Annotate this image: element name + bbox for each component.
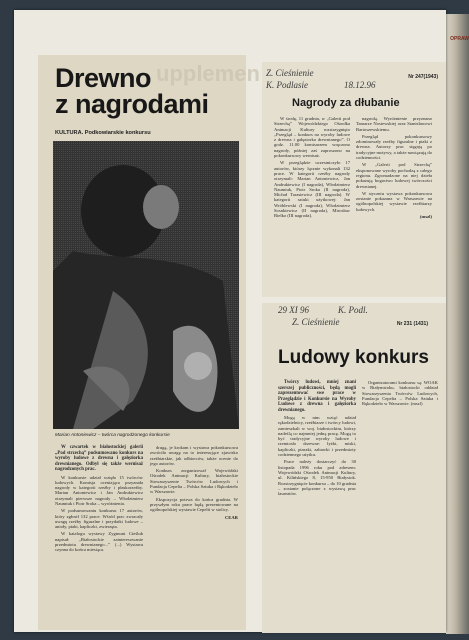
headline-line-2: z nagrodami — [55, 89, 209, 119]
column-2 — [356, 116, 432, 221]
column-1 — [278, 380, 356, 498]
ghost-print-text: upplemen — [156, 61, 260, 86]
signature: (mszl) — [420, 214, 432, 220]
paragraph: W katalogu wystawy Zygmunt Cieśluk napisał: „Białostockie zainteresowanie przedmiotu drewnianego...” (...) Wystawa czynna do końca miesiąca. — [55, 531, 143, 553]
paragraph: nagrodą. Wyróżnienie przyznano Tamarze Nosiewskiej oraz Stanisławowi Bartoszewskiemu. — [356, 116, 432, 132]
clipping-drewno-z-nagrodami — [38, 55, 260, 630]
binder-edge — [446, 14, 469, 634]
paragraph: Mogą w nim wziąć udział rękodzielnicy, rzeźbiarze i twórcy ludowi, zamieszkali w woj. białostockim, którzy nadeślą co najmniej jedną pracę. Mogą to być tradycyjne wyroby ludowe i rzemiosło drzewne: łyżki, miski, kapliczki, ptaszki, zabawki i przedmioty codziennego użytku. — [278, 415, 356, 458]
signature: CEAR — [224, 514, 238, 520]
article-photo — [53, 141, 239, 429]
handwritten-region: K. Podlasie — [266, 80, 308, 90]
paragraph: Prace należy dostarczyć do 30 listopada 1996 roku pod adresem: Wojewódzki Ośrodek Animacji Kultury, ul. Kilińskiego 8, 15-950 Białystok. Rozstrzygnięcie konkursu – do 10 grudnia – zostanie połączone z wystawą prac laureatów. — [278, 459, 356, 497]
issue-number: Nr 247(1943) — [408, 74, 438, 80]
paragraph: W podsumowaniu konkursu 17 autorów, który zgłosił 132 prace. Wśród prac zwracały uwagę rzeźby figuralne i przydatki ludowe – anioły, ptaki, kapliczki, zwierzęta. — [55, 508, 143, 530]
paragraph: drugą, je krokam i wystawa pokonkursowa zwróciła uwagę na to interesujące zjawisko rzeźbiarskie, jak odbiorców, także ocenie do jego autorów. — [150, 445, 238, 466]
paragraph: W konkursie udział wzięło 15 twórców ludowych. Komisja oceniająca przyznała nagrody w kategorii rzeźby i płaskorzeźby. Marian Antoniewicz i Jan Andrukiewicz otrzymali pierwsze nagrody – Włodzimierz Naumiuk i Piotr Sroka – wyróżnienia. — [55, 474, 143, 506]
column-2 — [150, 445, 238, 522]
clipping-nagrody-za-dlubanie — [262, 62, 446, 297]
paragraph: W środę, 11 grudnia, w „Galerii pod Strzechą” Wojewódzkiego Ośrodka Animacji Kultury rozstrzygnięto „Przegląd – konkurs na wyroby ludowe z drewna i gałęziorka drewnianego”. O godz. 11.00 komisarzem wręczono nagrody, później zaś zaproszono na pokonkursowy wernisaż. — [274, 116, 350, 159]
lead-paragraph: W czwartek w białostockiej galerii „Pod strzechą” podsumowano konkurs na wyroby ludowe z drewna i gałęziorka drewnianego. Odbył się także wernisaż nagrodzonych prac. — [55, 445, 143, 472]
headline-line-1: Drewno — [55, 63, 152, 93]
handwritten-region: K. Podl. — [338, 305, 368, 315]
headline — [55, 65, 209, 117]
paragraph: W przeglądzie uczestniczyło 17 autorów, którzy łącznie wykonali 132 prace. W kategorii rzeźby nagrody otrzymali: Marian Antoniewicz, Jan Andrukiewicz (I nagroda), Włodzimierz Naumiuk, Piotr Sroka (II nagroda), Michał Tarasiewicz (III nagroda). W kategorii sztuki użytkowej: Jan Wróblewski (I nagroda), Włodzimierz Sosnkiewicz (II nagroda), Mirosław Bielko (III nagroda). — [274, 160, 350, 219]
handwritten-date: 18.12.96 — [344, 80, 376, 90]
photo-woodcarver-image — [53, 141, 239, 429]
lead-paragraph: Twórcy ludowi, mniej znani szerszej publiczności, będą mogli zaprezentować swe prace w Przeglądzie i Konkursie na Wyroby Ludowe z drewna i gałęziorka drewnianego. — [278, 380, 356, 413]
column-1 — [55, 445, 143, 555]
handwritten-source: Z. Cieśnienie — [292, 317, 340, 327]
column-1 — [274, 116, 350, 221]
paragraph: W „Galerii pod Strzechą” eksponowane wyroby pochodzą z całego regionu. Zgromadzone na niej dzieła pokazują bogactwo ludowej twórczości drewnianej. — [356, 162, 432, 189]
paragraph: W styczniu wystawa pokonkursowa zostanie pokazana w Warszawie na ogólnopolskiej wystawie rzeźbiarzy ludowych. — [356, 190, 432, 212]
photo-caption: Marian Antoniewicz – twórca nagrodzonego konkursie — [55, 433, 170, 438]
kicker: KULTURA. Podkowiarskie konkursu — [55, 130, 151, 136]
scrapbook-page — [14, 10, 446, 632]
paragraph: Ekspozycja potrwa do końca grudnia. W przyszłym roku prace będą prezentowane na ogólnopolskiej wystawie Cepelii w stolicy. — [150, 496, 238, 513]
headline: Ludowy konkurs — [278, 347, 429, 368]
paragraph: Konkurs zorganizował Wojewódzki Ośrodek Animacji Kultury, białostockie Stowarzyszenie Twórców Ludowych i Fundacja Cepelia – Polska Sztuka i Rękodzieło w Warszawie. — [150, 468, 238, 495]
clipping-ludowy-konkurs — [262, 303, 446, 633]
headline: Nagrody za dłubanie — [292, 97, 400, 109]
handwritten-date: 29 XI 96 — [278, 305, 309, 315]
issue-number: Nr 231 (1431) — [396, 321, 428, 327]
column-2 — [362, 380, 438, 408]
handwritten-source: Z. Cieśnienie — [266, 68, 314, 78]
paragraph: Przegląd pokonkursowy zdominowały rzeźby figuralne i ptaki z drewna. Autorzy prac sięgają po tradycyjne motywy, a także nawiązują do codzienności. — [356, 133, 432, 161]
binder-label: OPRAW — [450, 36, 469, 42]
paragraph: Organizatorami konkursu są: WOAK w Białymstoku, białostocki oddział Stowarzyszenia Twórców Ludowych, Fundacja Cepelia – Polska Sztuka i Rękodzieło w Warszawie. (mszl) — [362, 380, 438, 407]
